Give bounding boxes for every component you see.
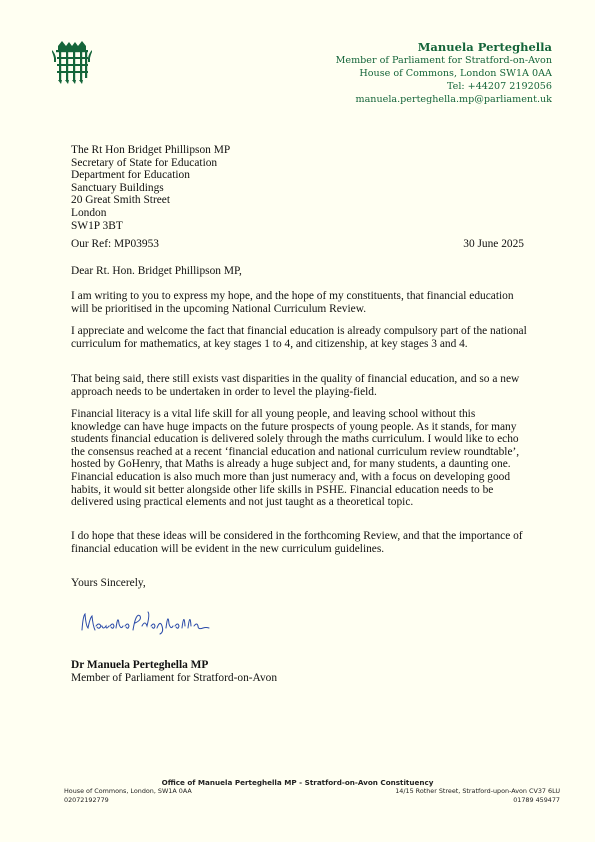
paragraph-5: I do hope that these ideas will be considered in the forthcoming Review, and that the importance of financial education will be evident in the new curriculum guidelines. xyxy=(71,530,523,555)
recipient-line: Department for Education xyxy=(71,169,190,182)
letterhead xyxy=(292,40,552,106)
closing: Yours Sincerely, xyxy=(71,577,146,589)
paragraph-2: I appreciate and welcome the fact that financial education is already compulsory part of the national curriculum for mathematics, at key stages 1 to 4, and citizenship, at key stages 3 and 4. xyxy=(71,325,527,350)
salutation: Dear Rt. Hon. Bridget Phillipson MP, xyxy=(71,265,242,277)
recipient-line: Sanctuary Buildings xyxy=(71,181,164,194)
paragraph-1: I am writing to you to express my hope, and the hope of my constituents, that financial education will be prioritised in the upcoming National Curriculum Review. xyxy=(71,290,514,315)
recipient-line: SW1P 3BT xyxy=(71,219,123,232)
recipient-line: The Rt Hon Bridget Phillipson MP xyxy=(71,144,231,156)
footer-phone-left: 02072192779 xyxy=(64,796,109,804)
signatory-name: Dr Manuela Perteghella MP xyxy=(71,659,209,671)
signatory-title: Member of Parliament for Stratford-on-Avon xyxy=(71,672,278,684)
recipient-line: Secretary of State for Education xyxy=(71,156,218,169)
reference: Our Ref: MP03953 xyxy=(71,238,159,250)
letterhead-address: House of Commons, London SW1A 0AA xyxy=(359,68,552,79)
recipient-address xyxy=(71,144,230,232)
paragraph-3: That being said, there still exists vast disparities in the quality of financial education, and so a new approach needs to be undertaken in order to level the playing-field. xyxy=(71,373,520,398)
signature-image xyxy=(76,604,216,638)
letterhead-name: Manuela Perteghella xyxy=(417,40,552,54)
portcullis-icon xyxy=(52,40,92,84)
footer-row xyxy=(0,796,595,805)
recipient-line: London xyxy=(71,206,107,219)
paragraph-4: Financial literacy is a vital life skill for all young people, and leaving school without this knowledge can have huge impacts on the future prospects of young people. As it stands, for many students financial education is delivered solely through the maths curriculum. I would like to echo the consensus reached at a recent ‘financial education and national curriculum review roundtable’, hosted by GoHenry, that Maths is already a huge subject and, for many students, a daunting one. Financial education is also much more than just numeracy and, with a focus on developing good habits, it would sit better alongside other life skills in PSHE. Financial education needs to be delivered using practical elements and not just taught as a theoretical topic. xyxy=(71,408,520,509)
footer-row xyxy=(0,787,595,796)
recipient-line: 20 Great Smith Street xyxy=(71,194,171,207)
footer-address-left: House of Commons, London, SW1A 0AA xyxy=(64,787,192,795)
letterhead-tel: Tel: +44207 2192056 xyxy=(446,81,552,92)
footer-phone-right: 01789 459477 xyxy=(513,796,560,804)
footer xyxy=(0,778,595,805)
letterhead-email[interactable]: manuela.perteghella.mp@parliament.uk xyxy=(355,94,552,105)
letterhead-role: Member of Parliament for Stratford-on-Avon xyxy=(335,55,552,66)
letter-date: 30 June 2025 xyxy=(463,238,524,250)
footer-address-right: 14/15 Rother Street, Stratford-upon-Avon CV37 6LU xyxy=(395,787,560,795)
footer-title: Office of Manuela Perteghella MP - Stratford-on-Avon Constituency xyxy=(161,778,434,787)
